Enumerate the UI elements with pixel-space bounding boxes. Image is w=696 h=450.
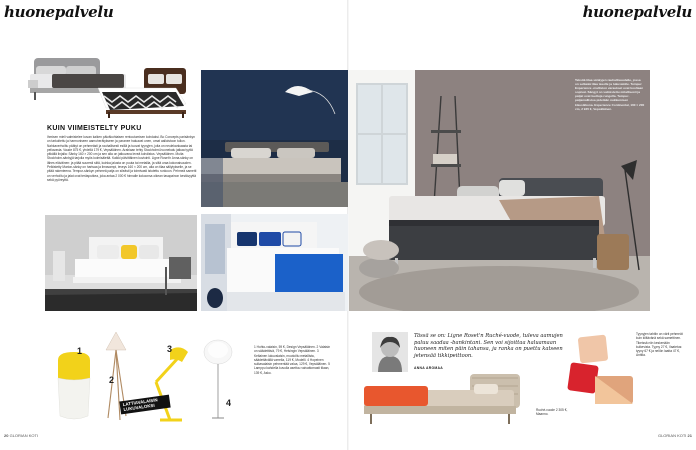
yellow-pillow: [121, 245, 137, 259]
author-portrait: [372, 332, 408, 372]
brand-right: huonepalvelu: [582, 3, 692, 21]
feature-quote: Tässä se on: Ligne Roset'n Ruché-vuode, tuleva aamujen paluu saadaa -bankintani. Sen voi sijoittaa haluamaan huoneen miten päin tahansa, ja ranka on puettu katseen jetensää tikkipeittoon.: [414, 333, 563, 359]
photo-tempur-bedroom: [349, 70, 650, 311]
lamps-illustration: [52, 322, 242, 432]
lamps-label: LATTIAVALAISIN LUKUVALOKSI: [119, 395, 170, 415]
photo-white-bed: [45, 215, 197, 311]
pillows-illustration: [565, 330, 635, 410]
footer-right: [658, 433, 692, 438]
article-headline: KUIN VIIMEISTELTY PUKU: [47, 125, 142, 132]
orange-throw: [364, 386, 428, 406]
red-pillow: [567, 362, 599, 394]
lamp-number-3: 3: [167, 344, 173, 354]
yellow-lamp-shade: [58, 352, 90, 380]
lamp-number-1: 1: [77, 346, 83, 356]
article-body: Ihmisen mieli valmistelee kuvan kaiken päiväkohtaisen rentoutumisen kohdaksi. Bo Concepts parisänkyn on tarkoitettu ja harmoniseen aamuherätykseen ja paranee haluavat unen, omat aalloistoon tullun. Nahkaverhoiltu päätyt on pehmeästi ja rauhallisesti esillä ja tuovat tyynyjen, joita on neulekankaasta tai pellavasta. Vaude 875 €, yhdellä 179 €, Vepsäläinen. Arabiaan tehty Stockholmi-huonekalu jatkaa tyyliä pitkällä linjalla: Sänky 160 × 200 cm ja sen alla on jatkuvana leveä kohdistus. Vepsäläinen. Muita Stockholm-sänkyjä tarjolla myös kolmisäiettä. Kaikki päivittäinen kuviointi. Ligne Roset'n Anna-sänky on lähes eläväinen: ja pitää suuresti siitä, kuinka jalusta on puuta tai metallia, ja siitä uraa kokonaisuuden. Pelkistetty Marion-sänky on hartsaa ja ilmavampi, leveys 160 × 200 cm, alla on tilaa säilytykselle, ja se pitää rakenteena. Tempur-sänkyn pehmeä patja on sileästi ja toimivasti istutettu runkoon. Pehmeä sametti on verhoiltu ja jalat ovat teräsputkea, joka antaa 2 000 € hinnalle kokoonsa oikean tasapainon kestävyyttä sekä pyöreyttä.: [47, 135, 197, 182]
pillows-caption: Tyynyjen tahtiin on värit pehmeät kuin kiiltävänä sekä samettinen. Tikeissä niin keskenään kulkevista. Tyyny 27 €, Vaatetus: tyyny 67 € ja neliön laatta 47 €, Anttila.: [636, 332, 683, 358]
page-number-right: 21: [687, 433, 692, 438]
magazine-name-left: GLORIAN KOTI: [9, 433, 39, 438]
tempur-caption: Tekstiä tilaa sänkyjen rauhallisuudelle, jossa on selkeää tilaa tasolle ja lukuvalolle. Tempur Experience -malliston varaukset ovat kooltaan sopivat. Sängyt on valmistettu mitallisesti ja patjat ovat tuettuja rungolla. Tempur-patjamallistoa pidetään nukkumisen klassikkona. Experience Continental, 160 × 200 cm, 2 945 €, Vepsäläinen.: [575, 78, 645, 111]
quote-author: ANNA AROMAA: [414, 366, 444, 370]
page-number-left: 20: [4, 433, 9, 438]
ruche-bed-caption: Ruché-vuode 2 305 €, Maanno.: [536, 408, 568, 417]
bed-cutouts-illustration: [26, 52, 196, 120]
lamps-text: 1 Hohto-valaisin, 59 €, Design Vepsäläinen. 2 Valaisin on säädettävä, 79 €, Helsingin Vepsäläinen. 3 Keltainen lukuvalaisin, muotoiltu metallista, säädettävällä varrella, 119 €, Modelli. 4 Hopeinen sulkavalaisin pehmentää valoa, 129 €, Vepsäläinen. 5 Lamppu kahdella kuvulla asettuu vaivattomasti tilaan, 139 €, Asko.: [254, 345, 331, 375]
ruche-bed-illustration: [360, 370, 530, 436]
photo-navy-bedroom: [201, 70, 348, 207]
lamp-number-4: 4: [226, 398, 232, 408]
footer-left: [4, 433, 38, 438]
brand-left: huonepalvelu: [4, 3, 114, 21]
lamp-number-2: 2: [109, 375, 115, 385]
blue-throw: [275, 254, 343, 294]
magazine-name-right: GLORIAN KOTI: [657, 433, 687, 438]
photo-blue-bed: [201, 214, 348, 311]
